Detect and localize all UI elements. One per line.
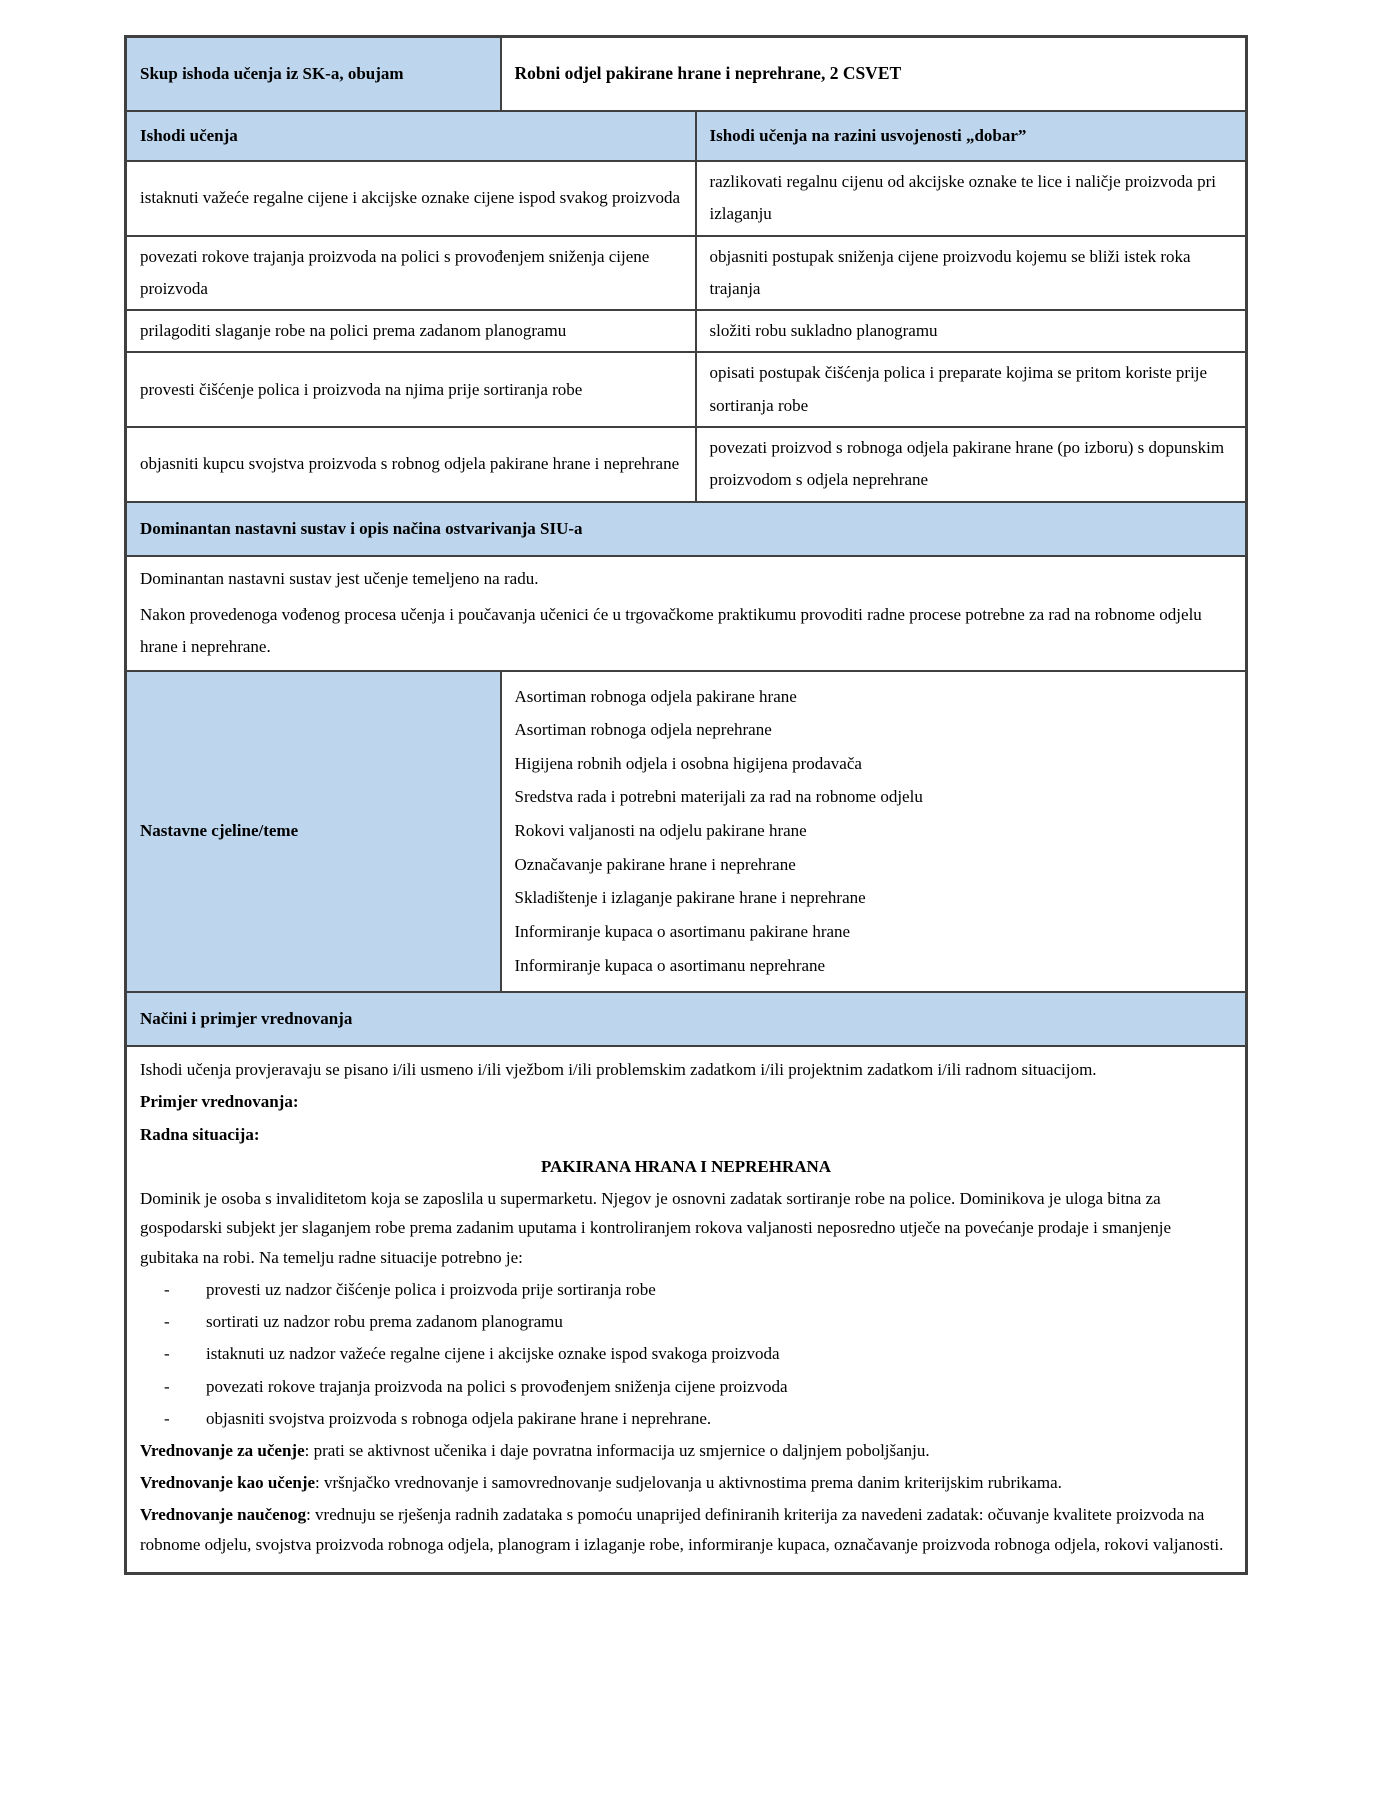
- table-row-title: [126, 37, 1247, 112]
- dominant-section-header-cell: [126, 502, 1247, 556]
- outcome-2-left: povezati rokove trajanja proizvoda na polici s provođenjem sniženja cijene proizvoda: [140, 246, 650, 298]
- evaluation-of-learned: [140, 1500, 1232, 1558]
- evaluation-of-learned-text: : vrednuju se rješenja radnih zadataka s pomoću unaprijed definiranih kriterija za navedeni zadatak: očuvanje kvalitete proizvoda na robnome odjelu, svojstva proizvoda robnoga odjela, planogram i izlaganje robe, informiranje kupaca, označavanje proizvoda robnoga odjela, rokovi valjanosti.: [140, 1505, 1224, 1554]
- unit-item-6: Označavanje pakirane hrane i neprehrane: [514, 854, 796, 874]
- outcome-1-left: istaknuti važeće regalne cijene i akcijske oznake cijene ispod svakog proizvoda: [140, 188, 680, 208]
- dash-marker: -: [164, 1344, 170, 1364]
- evaluation-section-header-cell: [126, 992, 1247, 1046]
- units-list-cell: [501, 671, 1247, 993]
- evaluation-as-learning: [140, 1468, 1232, 1497]
- task-item-3: [140, 1339, 1232, 1368]
- scenario-paragraph: Dominik je osoba s invaliditetom koja se zaposlila u supermarketu. Njegov je osnovni zadatak sortiranje robe na police. Dominikova je uloga bitna za gospodarski subjekt jer slaganjem robe prema zadanim uputama i kontroliranjem rokova valjanosti neposredno utječe na povećanje prodaje i smanjenje gubitaka na robi. Na temelju radne situacije potrebno je:: [140, 1189, 1171, 1267]
- table-row-outcome-1: [126, 161, 1247, 236]
- dominant-paragraph-2: Nakon provedenoga vođenog procesa učenja i poučavanja učenici će u trgovačkome praktikumu provoditi radne procese potrebne za rad na robnome odjelu hrane i neprehrane.: [140, 604, 1202, 657]
- table-row-dominant-body: [126, 556, 1247, 671]
- table-row-units: [126, 671, 1247, 993]
- task-item-2-text: sortirati uz nadzor robu prema zadanom planogramu: [206, 1312, 563, 1332]
- ishodi-dobar-header-cell: [696, 111, 1247, 161]
- task-item-1: [140, 1275, 1232, 1304]
- unit-item-7: Skladištenje i izlaganje pakirane hrane i neprehrane: [514, 888, 866, 908]
- outcome-5-right: povezati proizvod s robnoga odjela pakirane hrane (po izboru) s dopunskim proizvodom s odjela neprehrane: [709, 438, 1225, 490]
- situation-title: PAKIRANA HRANA I NEPREHRANA: [540, 1156, 832, 1176]
- robni-odjel-title-cell: [501, 37, 1247, 112]
- dominant-section-body-cell: [126, 556, 1247, 671]
- table-row-outcome-5: [126, 427, 1247, 502]
- evaluation-for-learning-text: : prati se aktivnost učenika i daje povratna informacija uz smjernice o daljnjem poboljšanju.: [304, 1441, 930, 1460]
- outcome-5-right-cell: [696, 427, 1247, 502]
- evaluation-body-cell: [126, 1046, 1247, 1573]
- evaluation-of-learned-label: Vrednovanje naučenog: [140, 1505, 307, 1525]
- outcome-1-right: razlikovati regalnu cijenu od akcijske oznake te lice i naličje proizvoda pri izlaganju: [709, 172, 1216, 224]
- task-item-2: [140, 1307, 1232, 1336]
- skup-ishoda-label-cell: [126, 37, 501, 112]
- ishodi-dobar-header: Ishodi učenja na razini usvojenosti „dobar”: [709, 125, 1027, 145]
- task-item-4-text: povezati rokove trajanja proizvoda na polici s provođenjem sniženja cijene proizvoda: [206, 1376, 788, 1396]
- outcome-2-right: objasniti postupak sniženja cijene proizvodu kojemu se bliži istek roka trajanja: [709, 246, 1191, 298]
- unit-item-9: Informiranje kupaca o asortimanu neprehrane: [514, 955, 826, 975]
- outcome-3-left-cell: [126, 310, 696, 352]
- example-label: Primjer vrednovanja:: [140, 1092, 299, 1112]
- evaluation-as-learning-text: : vršnjačko vrednovanje i samovrednovanje sudjelovanja u aktivnostima prema danim kriterijskim rubrikama.: [315, 1473, 1062, 1493]
- outcome-5-left: objasniti kupcu svojstva proizvoda s robnog odjela pakirane hrane i neprehrane: [140, 454, 680, 474]
- outcome-3-right: složiti robu sukladno planogramu: [709, 321, 938, 341]
- outcome-2-left-cell: [126, 236, 696, 311]
- outcome-1-right-cell: [696, 161, 1247, 236]
- outcome-5-left-cell: [126, 427, 696, 502]
- ishodi-ucenja-header: Ishodi učenja: [140, 125, 238, 145]
- dominant-paragraph-1: Dominantan nastavni sustav jest učenje temeljeno na radu.: [140, 568, 539, 588]
- robni-odjel-title: Robni odjel pakirane hrane i neprehrane, 2 CSVET: [514, 63, 902, 84]
- evaluation-section-title: Načini i primjer vrednovanja: [140, 1009, 353, 1029]
- outcome-4-right: opisati postupak čišćenja polica i preparate kojima se pritom koriste prije sortiranja robe: [709, 363, 1208, 415]
- ishodi-ucenja-header-cell: [126, 111, 696, 161]
- units-label: Nastavne cjeline/teme: [140, 821, 299, 841]
- outcome-1-left-cell: [126, 161, 696, 236]
- unit-item-8: Informiranje kupaca o asortimanu pakirane hrane: [514, 921, 851, 941]
- unit-item-1: Asortiman robnoga odjela pakirane hrane: [514, 686, 797, 706]
- curriculum-table-document: [124, 35, 1245, 1575]
- table-row-evaluation-header: [126, 992, 1247, 1046]
- task-item-5-text: objasniti svojstva proizvoda s robnoga odjela pakirane hrane i neprehrane.: [206, 1408, 712, 1428]
- outcome-2-right-cell: [696, 236, 1247, 311]
- table-row-outcome-2: [126, 236, 1247, 311]
- task-item-3-text: istaknuti uz nadzor važeće regalne cijene i akcijske oznake ispod svakoga proizvoda: [206, 1344, 780, 1364]
- table-row-outcome-headers: [126, 111, 1247, 161]
- task-item-5: [140, 1404, 1232, 1433]
- table-row-evaluation-body: [126, 1046, 1247, 1573]
- unit-item-2: Asortiman robnoga odjela neprehrane: [514, 720, 772, 740]
- unit-item-4: Sredstva rada i potrebni materijali za rad na robnome odjelu: [514, 787, 923, 807]
- evaluation-for-learning: [140, 1436, 1232, 1465]
- evaluation-intro: Ishodi učenja provjeravaju se pisano i/ili usmeno i/ili vježbom i/ili problemskim zadatkom i/ili projektnim zadatkom i/ili radnom situacijom.: [140, 1060, 1097, 1080]
- units-label-cell: [126, 671, 501, 993]
- situation-label: Radna situacija:: [140, 1124, 260, 1144]
- evaluation-for-learning-label: Vrednovanje za učenje: [140, 1441, 305, 1460]
- outcome-4-left: provesti čišćenje polica i proizvoda na njima prije sortiranja robe: [140, 379, 583, 399]
- outcome-4-right-cell: [696, 352, 1247, 427]
- task-item-4: [140, 1372, 1232, 1401]
- outcome-3-left: prilagoditi slaganje robe na polici prema zadanom planogramu: [140, 321, 567, 341]
- dash-marker: -: [164, 1312, 170, 1332]
- skup-ishoda-label: Skup ishoda učenja iz SK-a, obujam: [140, 63, 404, 83]
- dash-marker: -: [164, 1279, 170, 1299]
- table-row-outcome-4: [126, 352, 1247, 427]
- unit-item-5: Rokovi valjanosti na odjelu pakirane hrane: [514, 821, 807, 841]
- table-row-outcome-3: [126, 310, 1247, 352]
- evaluation-as-learning-label: Vrednovanje kao učenje: [140, 1473, 316, 1493]
- dash-marker: -: [164, 1408, 170, 1428]
- dash-marker: -: [164, 1376, 170, 1396]
- task-item-1-text: provesti uz nadzor čišćenje polica i proizvoda prije sortiranja robe: [206, 1279, 656, 1299]
- unit-item-3: Higijena robnih odjela i osobna higijena prodavača: [514, 753, 862, 773]
- outcome-3-right-cell: [696, 310, 1247, 352]
- dominant-section-title: Dominantan nastavni sustav i opis načina ostvarivanja SIU-a: [140, 518, 583, 538]
- curriculum-table: [124, 35, 1248, 1575]
- outcome-4-left-cell: [126, 352, 696, 427]
- table-row-dominant-header: [126, 502, 1247, 556]
